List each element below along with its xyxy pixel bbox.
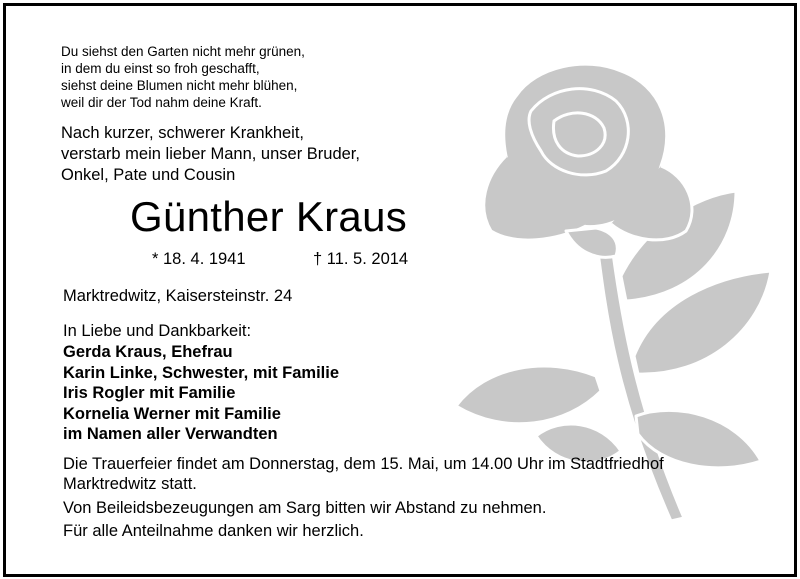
- deceased-name: Günther Kraus: [130, 193, 408, 240]
- announcement-line: verstarb mein lieber Mann, unser Bruder,: [61, 145, 360, 163]
- funeral-line: Marktredwitz statt.: [63, 475, 197, 493]
- mourner-name: Iris Rogler mit Familie: [63, 384, 236, 402]
- poem-line: in dem du einst so froh geschafft,: [61, 61, 260, 76]
- mourner-name: Kornelia Werner mit Familie: [63, 404, 281, 423]
- death-date: † 11. 5. 2014: [313, 250, 409, 268]
- funeral-info: [63, 454, 664, 494]
- condolence-note: Von Beileidsbezeugungen am Sarg bitten wir Abstand zu nehmen.: [63, 499, 547, 517]
- poem-line: siehst deine Blumen nicht mehr blühen,: [61, 78, 298, 93]
- mourner-name: Karin Linke, Schwester, mit Familie: [63, 363, 340, 382]
- funeral-line: Die Trauerfeier findet am Donnerstag, dem 15. Mai, um 14.00 Uhr im Stadtfriedhof: [63, 455, 664, 473]
- poem-line: weil dir der Tod nahm deine Kraft.: [61, 95, 262, 110]
- mourner-name: Gerda Kraus, Ehefrau: [63, 343, 233, 361]
- address: Marktredwitz, Kaisersteinstr. 24: [63, 287, 293, 305]
- mourner-name: im Namen aller Verwandten: [63, 425, 278, 443]
- death-announcement: [61, 123, 360, 186]
- thanks-note: Für alle Anteilnahme danken wir herzlich.: [63, 522, 364, 540]
- obituary-notice: [3, 3, 797, 577]
- announcement-line: Nach kurzer, schwerer Krankheit,: [61, 124, 305, 142]
- mourners-heading: In Liebe und Dankbarkeit:: [63, 322, 252, 340]
- announcement-line: Onkel, Pate und Cousin: [61, 166, 236, 184]
- poem: [61, 43, 305, 111]
- mourners-list: [63, 342, 339, 445]
- birth-date: * 18. 4. 1941: [152, 250, 246, 268]
- poem-line: Du siehst den Garten nicht mehr grünen,: [61, 44, 305, 59]
